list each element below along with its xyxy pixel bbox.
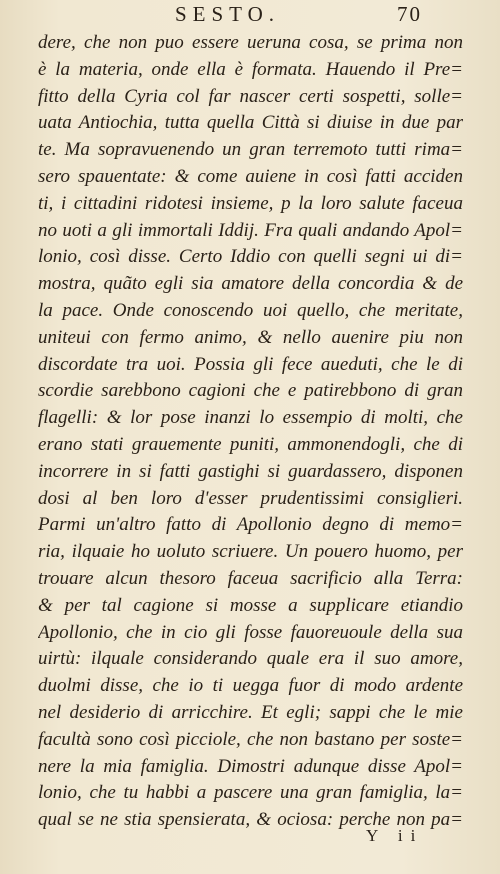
text-line: lonio, così disse. Certo Iddio con quelli segni ui di= <box>38 246 463 268</box>
text-line: Parmi un'altro fatto di Apollonio degno di memo= <box>38 514 463 536</box>
text-line: mostra, quãto egli sia amatore della concordia & de <box>38 273 463 295</box>
running-title: SESTO. <box>175 2 281 26</box>
text-line: ria, ilquaie ho uoluto scriuere. Un pouero huomo, per <box>38 541 463 563</box>
text-line: uata Antiochia, tutta quella Città si diuise in due par <box>38 112 463 134</box>
text-line: facultà sono così picciole, che non bastano per soste= <box>38 728 463 750</box>
text-line: te. Ma sopravuenendo un gran terremoto tutti rima= <box>38 139 463 161</box>
text-line: & per tal cagione si mosse a supplicare etiandio <box>38 594 463 616</box>
text-line: lonio, che tu habbi a pascere una gran famiglia, la= <box>38 782 463 804</box>
text-line: è la materia, onde ella è formata. Hauendo il Pre= <box>38 58 463 80</box>
text-line: nel desiderio di arricchire. Et egli; sappi che le mie <box>38 701 463 723</box>
text-line: scordie sarebbono cagioni che e patirebbono di gran <box>38 380 463 402</box>
text-line: no uoti a gli immortali Iddij. Fra quali andando Apol= <box>38 219 463 241</box>
text-line: discordate tra uoi. Possia gli fece aueduti, che le di <box>38 353 463 375</box>
text-line: dere, che non puo essere ueruna cosa, se prima non <box>38 32 463 53</box>
text-line: duolmi disse, che io ti uegga fuor di modo ardente <box>38 675 463 697</box>
running-head <box>0 2 500 28</box>
text-line: incorrere in si fatti gastighi si guardassero, disponen <box>38 460 463 482</box>
body-text <box>38 30 463 834</box>
text-line: nere la mia famiglia. Dimostri adunque disse Apol= <box>38 755 463 777</box>
text-line: sero spauentate: & come auiene in così fatti acciden <box>38 165 463 187</box>
text-line: uniteui con fermo animo, & nello auenire piu non <box>38 326 463 348</box>
text-line: trouare alcun thesoro faceua sacrificio alla Terra: <box>38 567 463 589</box>
text-line: uirtù: ilquale considerando quale era il suo amore, <box>38 648 463 670</box>
text-line: ti, i cittadini ridotesi insieme, p la loro salute faceua <box>38 192 463 214</box>
text-line: la pace. Onde conoscendo uoi quello, che meritate, <box>38 299 463 321</box>
text-line: qual se ne stia spensierata, & ociosa: perche non pa= <box>38 809 463 831</box>
page-number: 70 <box>397 2 422 26</box>
text-line: erano stati grauemente puniti, ammonendogli, che di <box>38 433 463 455</box>
text-line: fitto della Cyria col far nascer certi sospetti, solle= <box>38 85 463 107</box>
text-line: flagelli: & lor pose inanzi lo essempio di molti, che <box>38 407 463 429</box>
signature-mark: Y ii <box>366 826 424 845</box>
text-line: Apollonio, che in cio gli fosse fauoreuoule della sua <box>38 621 463 643</box>
text-line: dosi al ben loro d'esser prudentissimi consiglieri. <box>38 487 463 509</box>
